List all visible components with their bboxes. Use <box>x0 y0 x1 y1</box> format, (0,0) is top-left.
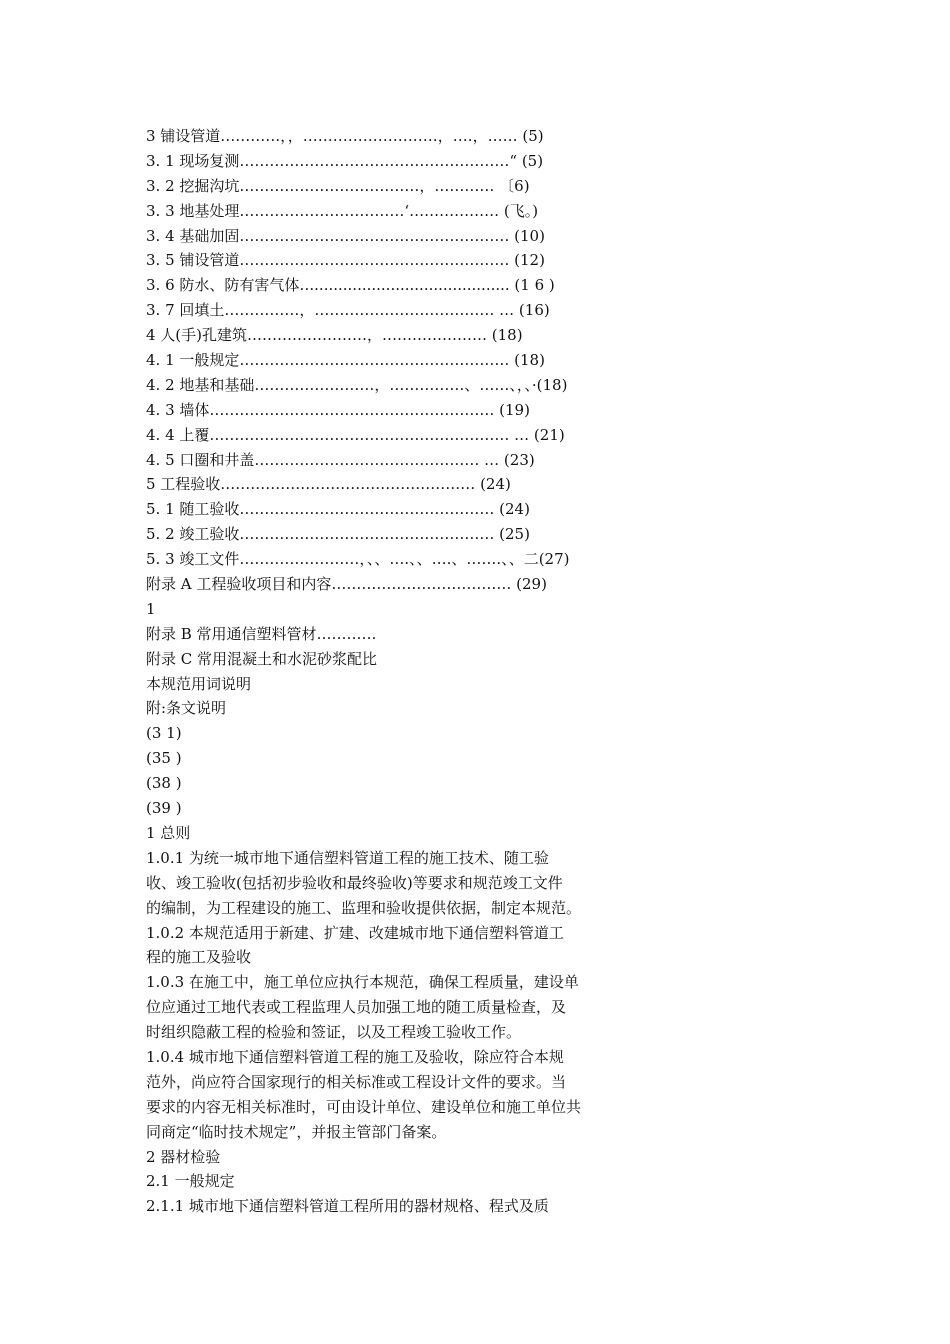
text-line: 3. 7 回填土……………，……………………………… … (16) <box>146 301 550 320</box>
text-line: 附录 C 常用混凝土和水泥砂浆配比 <box>146 649 378 668</box>
text-line: 附录 A 工程验收项目和内容……………………………… (29) <box>146 575 547 594</box>
text-line: 要求的内容无相关标准时，可由设计单位、建设单位和施工单位共 <box>146 1097 582 1116</box>
text-line: 2.1.1 城市地下通信塑料管道工程所用的器材规格、程式及质 <box>146 1197 549 1216</box>
text-line: 3. 1 现场复测………………………………………………“ (5) <box>146 151 544 170</box>
text-line: 的编制，为工程建设的施工、监理和验收提供依据，制定本规范。 <box>146 898 582 917</box>
text-line: 4. 5 口圈和井盖……………………………………… … (23) <box>146 450 535 469</box>
text-line: 2.1 一般规定 <box>146 1172 235 1191</box>
text-line: 本规范用词说明 <box>146 674 252 693</box>
text-line: 1.0.1 为统一城市地下通信塑料管道工程的施工技术、随工验 <box>146 848 549 867</box>
text-line: 4 人(手)孔建筑……………………，………………… (18) <box>146 326 523 345</box>
text-line: 程的施工及验收 <box>146 948 252 967</box>
text-line: 2 器材检验 <box>146 1147 221 1166</box>
text-line: 5. 2 竣工验收…………………………………………… (25) <box>146 525 530 544</box>
text-line: 1.0.4 城市地下通信塑料管道工程的施工及验收，除应符合本规 <box>146 1047 564 1066</box>
text-line: 1 <box>146 599 156 618</box>
text-line: 3. 4 基础加固……………………………………………… (10) <box>146 226 545 245</box>
text-line: 4. 4 上覆…………………………………………………… … (21) <box>146 425 565 444</box>
text-line: 3. 3 地基处理……………………………‘……………… (飞。) <box>146 201 539 220</box>
text-line: 位应通过工地代表或工程监理人员加强工地的随工质量检查，及 <box>146 998 567 1017</box>
text-line: 范外，尚应符合国家现行的相关标准或工程设计文件的要求。当 <box>146 1072 567 1091</box>
text-line: 1.0.2 本规范适用于新建、扩建、改建城市地下通信塑料管道工 <box>146 923 564 942</box>
text-line: (3 1) <box>146 724 182 743</box>
text-line: 时组织隐蔽工程的检验和签证，以及工程竣工验收工作。 <box>146 1023 522 1042</box>
text-line: 3. 2 挖掘沟坑………………………………，………… 〔6) <box>146 176 530 195</box>
text-line: (35 ) <box>146 749 182 768</box>
text-line: 附录 B 常用通信塑料管材………… <box>146 624 377 643</box>
text-line: 5 工程验收…………………………………………… (24) <box>146 475 511 494</box>
text-line: 附:条文说明 <box>146 699 227 718</box>
text-line: 同商定“临时技术规定”，并报主管部门备案。 <box>146 1122 447 1141</box>
text-line: 5. 3 竣工文件……………………，、、….、、….、…….、、二(27) <box>146 550 570 569</box>
text-line: (38 ) <box>146 774 182 793</box>
text-line: 4. 1 一般规定……………………………………………… (18) <box>146 351 545 370</box>
document-body <box>146 124 846 1219</box>
text-line: (39 ) <box>146 799 182 818</box>
text-line: 1.0.3 在施工中，施工单位应执行本规范，确保工程质量，建设单 <box>146 973 579 992</box>
text-line: 1 总则 <box>146 823 191 842</box>
text-line: 4. 2 地基和基础……………………，……………、……、，、·(18) <box>146 375 568 394</box>
text-line: 5. 1 随工验收…………………………………………… (24) <box>146 500 530 519</box>
text-line: 3 铺设管道…………，，………………………，….，…… (5) <box>146 127 544 145</box>
text-line: 3. 5 铺设管道……………………………………………… (12) <box>146 251 545 270</box>
text-line: 4. 3 墙体………………………………………………… (19) <box>146 400 530 419</box>
text-line: 收、竣工验收(包括初步验收和最终验收)等要求和规范竣工文件 <box>146 873 563 892</box>
text-line: 3. 6 防水、防有害气体‥.......................................... (1 6 ) <box>146 276 555 295</box>
